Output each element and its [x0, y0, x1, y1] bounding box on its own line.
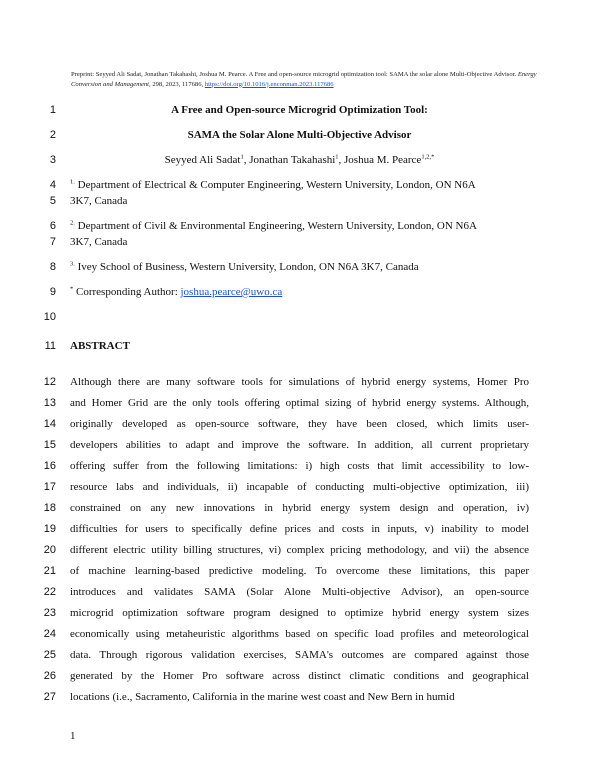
line-number: 20 — [43, 544, 56, 556]
affiliation-2-cont: 3K7, Canada — [70, 236, 128, 248]
line-number: 25 — [43, 649, 56, 661]
author-pearce: Joshua M. Pearce — [344, 154, 422, 166]
line-number: 24 — [43, 628, 56, 640]
line-number: 18 — [43, 502, 56, 514]
line-number: 17 — [43, 481, 56, 493]
author-pearce-affil: 1,2,* — [421, 153, 435, 161]
affiliation-1-cont: 3K7, Canada — [70, 195, 128, 207]
line-number: 23 — [43, 607, 56, 619]
line-number: 26 — [43, 670, 56, 682]
abstract-line: of machine learning-based predictive modeling. To overcome these limitations, this paper — [70, 565, 529, 577]
abstract-line: and Homer Grid are the only tools offering optimal sizing of hybrid energy systems. Although, — [70, 397, 529, 409]
abstract-line: introduces and validates SAMA (Solar Alone Multi-objective Advisor), an open-source — [70, 586, 529, 598]
line-number: 14 — [43, 418, 56, 430]
affiliation-2: $^{2.}$ Department of Civil & Environmental Engineering, Western University, London, ON N6A — [70, 219, 477, 232]
abstract-line: difficulties for users to specifically define prices and costs in inputs, v) inability to model — [70, 523, 529, 535]
line-number: 16 — [43, 460, 56, 472]
abstract-line: generated by the Homer Pro software across distinct climatic conditions and geographical — [70, 670, 529, 682]
line-number: 9 — [49, 286, 56, 298]
line-number: 22 — [43, 586, 56, 598]
line-number: 6 — [49, 220, 56, 232]
journal-name: Energy Conversion and Management — [71, 71, 537, 88]
abstract-line: economically using metaheuristic algorithms based on specific load profiles and meteorological — [70, 628, 529, 640]
abstract-line: different electric utility billing structures, vi) complex pricing methodology, and vii) the absence — [70, 544, 529, 556]
line-number: 8 — [49, 261, 56, 273]
preprint-text: Preprint: Seyyed Ali Sadat, Jonathan Takahashi, Joshua M. Pearce. A Free and open-source microgrid optimization tool: SAMA the solar alone Multi-Objective Advisor. — [71, 71, 517, 78]
abstract-line: resource labs and individuals, ii) incapable of conducting multi-objective optimization, iii) — [70, 481, 529, 493]
doi-link[interactable]: https://doi.org/10.1016/j.enconman.2023.117686 — [204, 80, 334, 88]
preprint-notice — [71, 70, 541, 89]
line-number: 10 — [43, 311, 56, 323]
page-number: 1 — [70, 730, 76, 742]
author-list: Seyyed Ali Sadat$^1$, Jonathan Takahashi$^1$, Joshua M. Pearce$^{1,2,*}$ — [164, 153, 435, 166]
line-number: 27 — [43, 691, 56, 703]
citation-details: , 298, 2023, 117686, — [149, 80, 204, 88]
author-sadat-affil: 1 — [240, 153, 244, 161]
line-number: 1 — [49, 104, 56, 116]
title-line-1: A Free and Open-source Microgrid Optimization Tool: — [171, 104, 428, 116]
abstract-line: microgrid optimization software program designed to optimize hybrid energy system sizes — [70, 607, 529, 619]
corresponding-author: * Corresponding Author: joshua.pearce@uwo.ca — [70, 285, 283, 298]
line-number: 3 — [49, 154, 56, 166]
author-sadat: Seyyed Ali Sadat — [164, 154, 241, 166]
line-number: 21 — [43, 565, 56, 577]
abstract-heading: ABSTRACT — [70, 340, 130, 352]
affiliation-3: $^{3.}$ Ivey School of Business, Western University, London, ON N6A 3K7, Canada — [70, 260, 419, 273]
abstract-line: originally developed as open-source software, they have been closed, which limits user- — [70, 418, 529, 430]
corresponding-email-link[interactable]: joshua.pearce@uwo.ca — [180, 286, 283, 298]
line-number: 5 — [49, 195, 56, 207]
line-number: 4 — [49, 179, 56, 191]
abstract-line: offering suffer from the following limitations: i) high costs that limit accessibility to low- — [70, 460, 529, 472]
author-takahashi: Jonathan Takahashi — [249, 154, 336, 166]
abstract-line: constrained on any new innovations in hybrid energy system design and operation, iv) — [70, 502, 529, 514]
title-line-2: SAMA the Solar Alone Multi-Objective Advisor — [187, 129, 412, 141]
affiliation-1: $^{1.}$ Department of Electrical & Computer Engineering, Western University, London, ON N6A — [70, 178, 476, 191]
line-number: 12 — [43, 376, 56, 388]
abstract-line: developers abilities to adapt and improve the software. In addition, all current proprietary — [70, 439, 529, 451]
abstract-line: Although there are many software tools for simulations of hybrid energy systems, Homer Pro — [70, 376, 529, 388]
line-number: 7 — [49, 236, 56, 248]
line-number: 19 — [43, 523, 56, 535]
author-takahashi-affil: 1 — [335, 153, 339, 161]
line-number: 15 — [43, 439, 56, 451]
abstract-line: data. Through rigorous validation exercises, SAMA's outcomes are compared against those — [70, 649, 529, 661]
line-number: 13 — [43, 397, 56, 409]
line-number: 2 — [49, 129, 56, 141]
abstract-line: locations (i.e., Sacramento, California in the marine west coast and New Bern in humid — [70, 691, 455, 703]
line-number: 11 — [44, 340, 56, 352]
